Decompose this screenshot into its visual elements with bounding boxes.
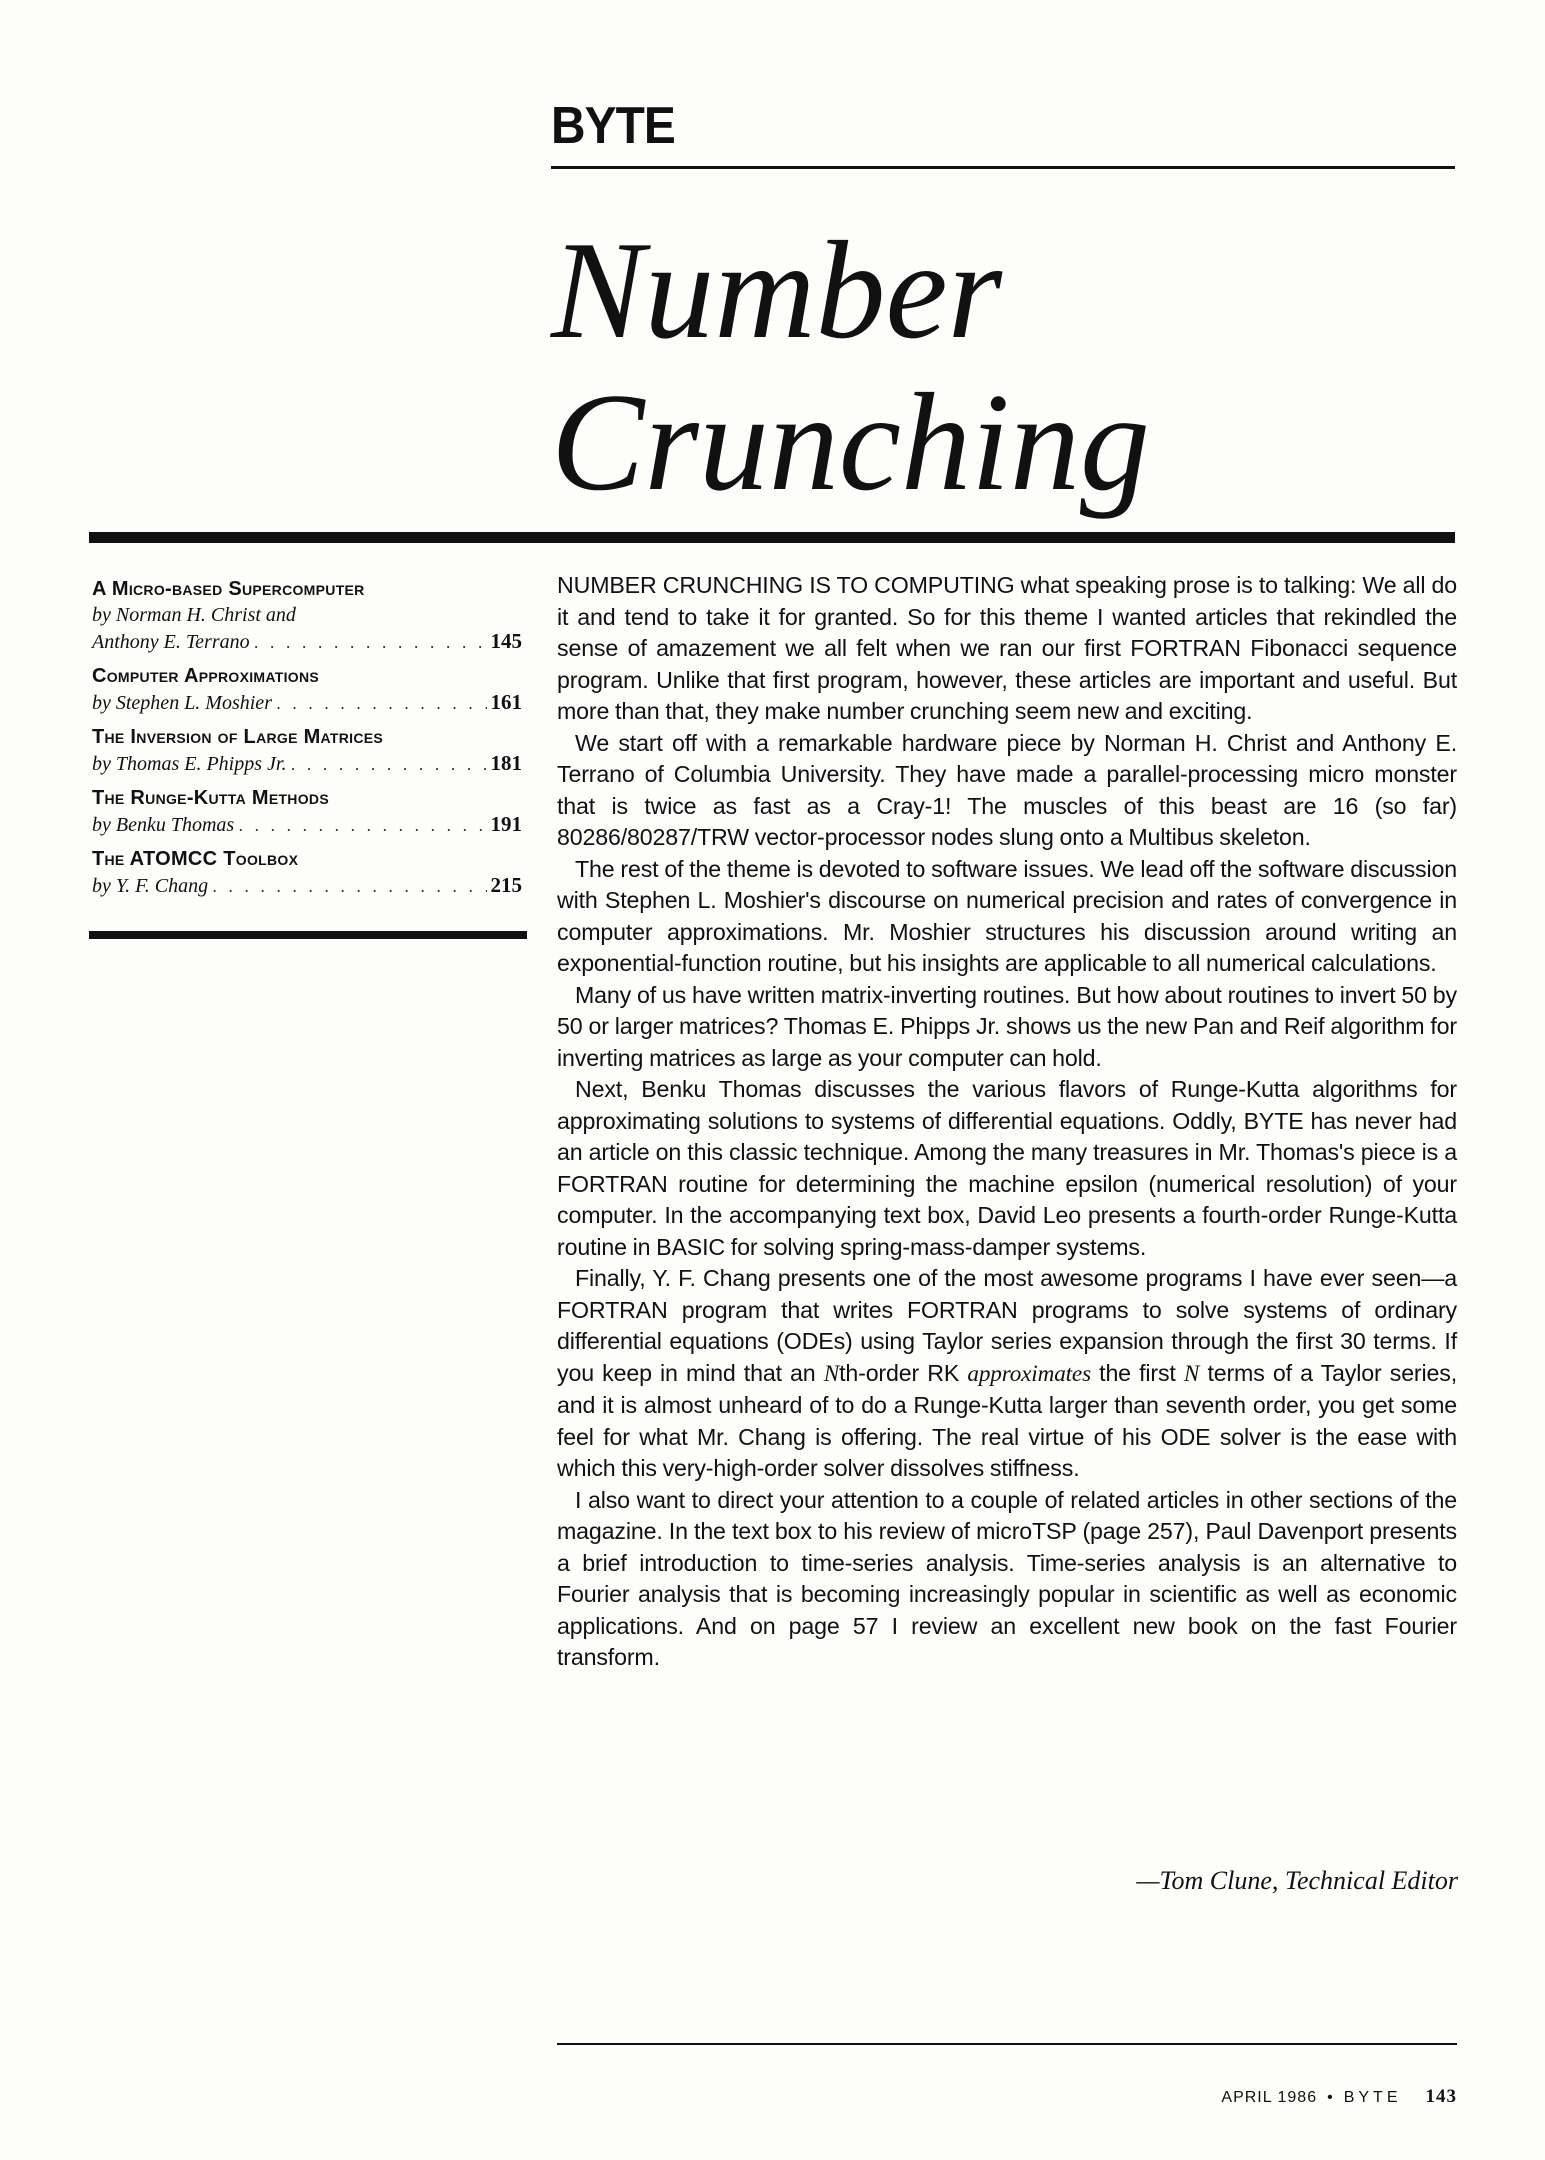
leader-dots (212, 873, 486, 899)
toc-item-page: 191 (490, 812, 522, 836)
paragraph: Many of us have written matrix-inverting routines. But how about routines to invert 50 by 50 or larger matrices? Thomas E. Phipps Jr. shows us the new Pan and Reif algorithm for inverting matrices as large as your computer can hold. (557, 981, 1457, 1071)
leader-dots (254, 629, 487, 655)
toc-item[interactable] (92, 576, 522, 655)
toc-item-author: by Thomas E. Phipps Jr. (92, 753, 287, 775)
toc-item-title: The Inversion of Large Matrices (92, 726, 384, 748)
toc-item-author: Anthony E. Terrano (92, 631, 250, 653)
toc-item-page: 181 (490, 751, 522, 775)
italic-text: N (1183, 1360, 1200, 1387)
paragraph: The rest of the theme is devoted to software issues. We lead off the software discussion with Stephen L. Moshier's discourse on numerical precision and rates of convergence in computer approximations. Mr. Moshier structures his discussion around writing an exponential-function routine, but his insights are applicable to all numerical calculations. (557, 855, 1457, 976)
leader-dots (276, 690, 487, 716)
bullet-separator: • (1327, 2089, 1334, 2106)
toc-item-page: 215 (490, 873, 522, 897)
issue-date: APRIL 1986 (1221, 2089, 1318, 2106)
toc-item-author: by Stephen L. Moshier (92, 692, 272, 714)
toc-item-author: by Norman H. Christ and (92, 604, 296, 626)
toc-item[interactable] (92, 663, 522, 716)
toc-item-author: by Benku Thomas (92, 814, 235, 836)
italic-text: approximates (967, 1360, 1091, 1387)
toc-item-page: 161 (490, 690, 522, 714)
page-number: 143 (1425, 2086, 1457, 2107)
paragraph: Next, Benku Thomas discusses the various flavors of Runge-Kutta algorithms for approximating solutions to systems of differential equations. Oddly, BYTE has never had an article on this classic technique. Among the many treasures in Mr. Thomas's piece is a FORTRAN routine for determining the machine epsilon (numerical resolution) of your computer. In the accompanying text box, David Leo presents a fourth-order Runge-Kutta routine in BASIC for solving spring-mass-damper systems. (557, 1076, 1457, 1260)
page-title (551, 215, 1150, 519)
text-run: Finally, Y. F. Chang presents one of the most awesome programs I have ever seen—a FORTRAN program that writes FORTRAN programs to solve systems of ordinary differential equations (ODEs) using Taylor series expansion through the first 30 terms. If you keep in mind that an (557, 1265, 1457, 1386)
toc-item[interactable] (92, 846, 522, 899)
toc-rule (89, 931, 527, 939)
toc-item-page: 145 (490, 629, 522, 653)
text-run: terms of a Taylor series, and it is almost unheard of to do a Runge-Kutta larger than seventh order, you get some feel for what Mr. Chang is offering. The real virtue of his ODE solver is the ease with which this very-high-order solver dissolves stiffness. (557, 1359, 1457, 1481)
leader-dots (290, 751, 486, 777)
toc-item-title: A Micro-based Supercomputer (92, 578, 365, 600)
toc-item[interactable] (92, 724, 522, 777)
paragraph (557, 1263, 1457, 1485)
toc-item-author: by Y. F. Chang (92, 875, 209, 897)
magazine-name: BYTE (1343, 2089, 1402, 2106)
table-of-contents (92, 576, 522, 907)
toc-item-title: The ATOMCC Toolbox (92, 848, 299, 870)
page-footer (1221, 2086, 1457, 2108)
byte-logo: BYTE (551, 97, 675, 155)
footer-rule (557, 2043, 1457, 2045)
italic-text: N (823, 1360, 840, 1387)
leader-dots (238, 812, 486, 838)
toc-item-title: The Runge-Kutta Methods (92, 787, 329, 809)
article-body (557, 570, 1457, 1674)
title-line-1: Number (551, 213, 1003, 368)
text-run: the first (1090, 1359, 1184, 1386)
main-rule (89, 532, 1455, 543)
header-rule (551, 166, 1455, 169)
text-run: th-order RK (839, 1359, 968, 1386)
paragraph: NUMBER CRUNCHING IS TO COMPUTING what speaking prose is to talking: We all do it and tend to take it for granted. So for this theme I wanted articles that rekindled the sense of amazement we all felt when we ran our first FORTRAN Fibonacci sequence program. Unlike that first program, however, these articles are important and useful. But more than that, they make number crunching seem new and exciting. (557, 572, 1457, 724)
paragraph: We start off with a remarkable hardware piece by Norman H. Christ and Anthony E. Terrano of Columbia University. They have made a parallel-processing micro monster that is twice as fast as a Cray-1! The muscles of this beast are 16 (so far) 80286/80287/TRW vector-processor nodes slung onto a Multibus skeleton. (557, 729, 1457, 850)
toc-item[interactable] (92, 785, 522, 838)
editor-signature: —Tom Clune, Technical Editor (1136, 1866, 1458, 1895)
toc-item-title: Computer Approximations (92, 665, 320, 687)
title-line-2: Crunching (551, 365, 1150, 520)
paragraph: I also want to direct your attention to a couple of related articles in other sections of the magazine. In the text box to his review of microTSP (page 257), Paul Davenport presents a brief introduction to time-series analysis. Time-series analysis is an alternative to Fourier analysis that is becoming increasingly popular in scientific as well as economic applications. And on page 57 I review an excellent new book on the fast Fourier transform. (557, 1486, 1457, 1670)
